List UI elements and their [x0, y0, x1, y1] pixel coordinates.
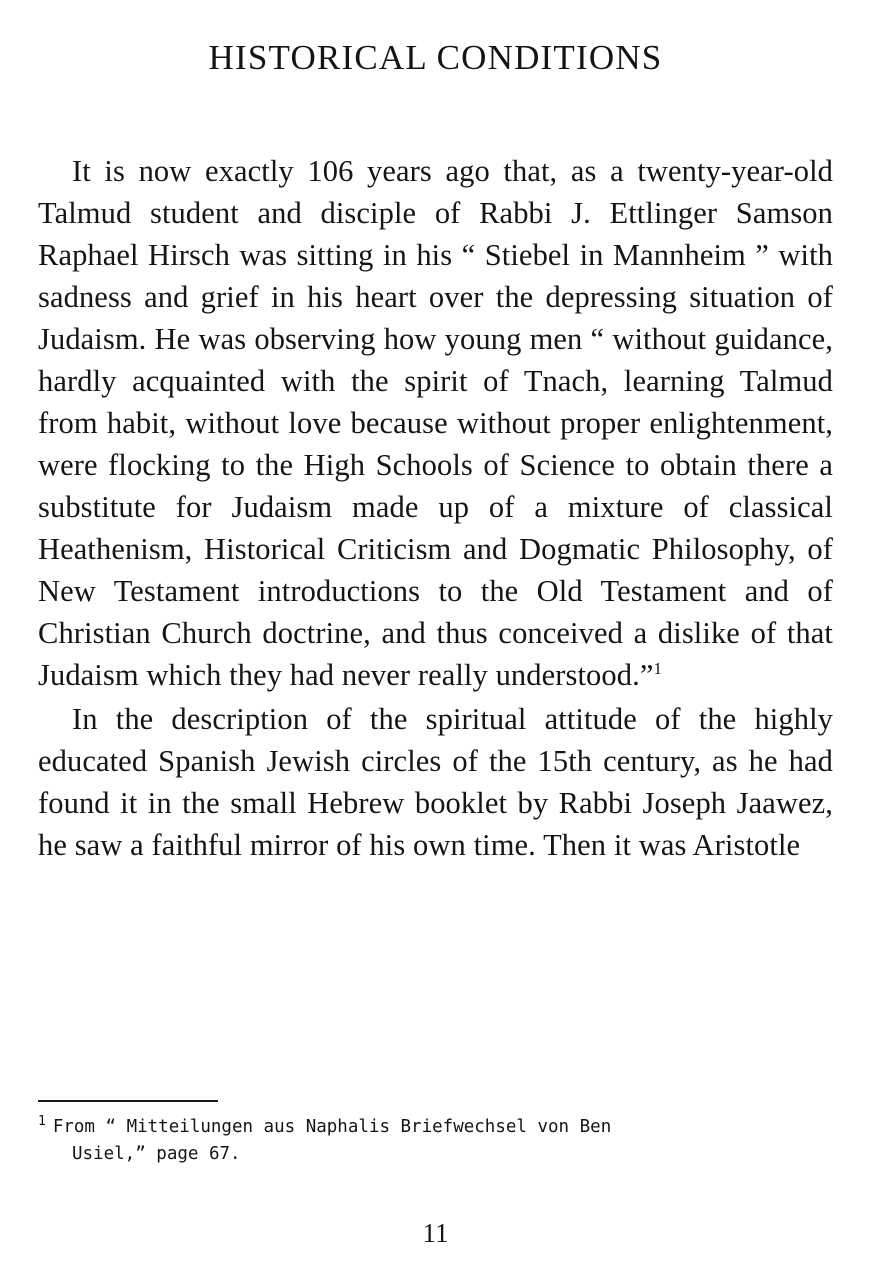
paragraph-2-text: In the description of the spiritual attitude of the highly educated Spanish Jewish circles of the 15th century, as he had found it in the small Hebrew booklet by Rabbi Joseph Jaawez, he saw a faithful mirror of his own time. Then it was Aristotle — [38, 702, 833, 862]
footnote-reference: 1 — [653, 658, 663, 678]
footnote-divider — [38, 1100, 218, 1102]
paragraph-2 — [38, 698, 833, 866]
paragraph-1-text: It is now exactly 106 years ago that, as a twenty-year-old Talmud student and disciple of Rabbi J. Ettlinger Samson Raphael Hirsch was sitting in his “ Stiebel in Mannheim ” with sadness and grief in his heart over the depressing situation of Judaism. He was observing how young men “ without guidance, hardly acquainted with the spirit of Tnach, learning Talmud from habit, without love because without proper enlightenment, were flocking to the High Schools of Science to obtain there a substitute for Judaism made up of a mixture of classical Heathenism, Historical Criticism and Dogmatic Philosophy, of New Testament introductions to the Old Testament and of Christian Church doctrine, and thus conceived a dislike of that Judaism which they had never really understood.” — [38, 154, 833, 692]
page-number: 11 — [422, 1218, 449, 1248]
page-body — [38, 150, 833, 866]
document-page — [0, 38, 871, 1283]
footnote — [38, 1114, 833, 1168]
footnote-number: 1 — [38, 1114, 46, 1130]
footnote-area — [38, 1100, 833, 1168]
footnote-line-1: From “ Mitteilungen aus Naphalis Briefwechsel von Ben — [52, 1117, 612, 1137]
footnote-line-2: Usiel,” page 67. — [72, 1144, 241, 1164]
page-title: HISTORICAL CONDITIONS — [208, 38, 663, 77]
paragraph-1 — [38, 150, 833, 696]
